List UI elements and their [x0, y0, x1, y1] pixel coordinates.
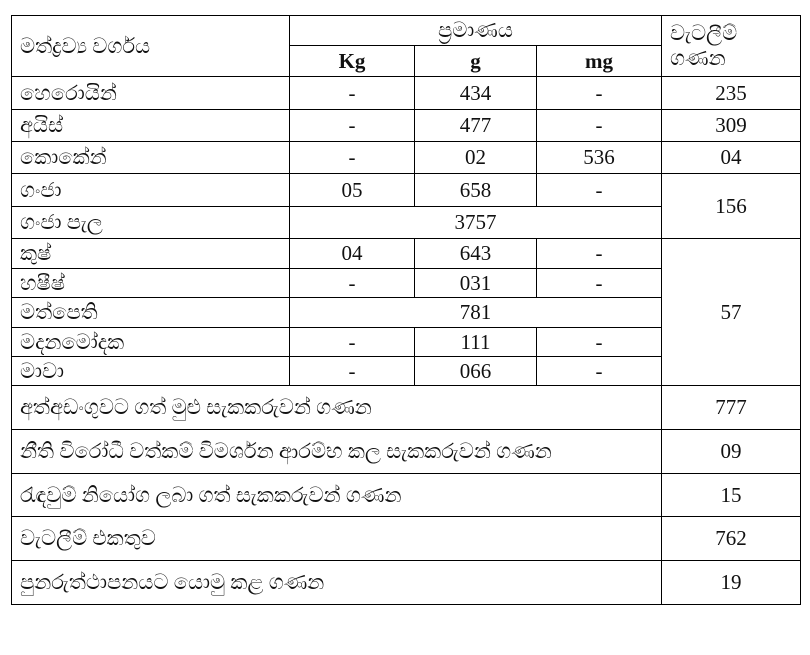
mg-cell: 536	[537, 142, 662, 174]
kg-cell: -	[290, 328, 415, 357]
summary-row	[12, 386, 801, 430]
table-row	[12, 239, 801, 269]
unit-mg-header: mg	[537, 46, 662, 77]
summary-label: වැටලීම් එකතුව	[12, 517, 662, 561]
quantity-header: ප්‍රමාණය	[290, 16, 662, 46]
kg-cell: -	[290, 269, 415, 298]
summary-value: 15	[662, 474, 801, 517]
table-row	[12, 142, 801, 174]
drug-name: මදනමෝදක	[12, 328, 290, 357]
unit-kg-header: Kg	[290, 46, 415, 77]
table-row	[12, 174, 801, 207]
g-cell: 643	[415, 239, 537, 269]
drug-name: කොකේන්	[12, 142, 290, 174]
summary-label: අත්අඩංගුවට ගත් මුළු සැකකරුවන් ගණන	[12, 386, 662, 430]
raids-cell: 309	[662, 110, 801, 142]
summary-label: රැඳවුම් නියෝග ලබා ගත් සැකකරුවන් ගණන	[12, 474, 662, 517]
mg-cell: -	[537, 110, 662, 142]
summary-row	[12, 474, 801, 517]
header-row-top	[12, 16, 801, 46]
raids-cell: 04	[662, 142, 801, 174]
kg-cell: -	[290, 77, 415, 110]
raids-cell-ganja-group: 156	[662, 174, 801, 239]
drug-name: ගංජා	[12, 174, 290, 207]
quantity-merged-cell: 781	[290, 298, 662, 328]
summary-label: නීති විරෝධී වත්කම් විමර්ශන ආරම්භ කල සැකකරුවන් ගණන	[12, 430, 662, 474]
mg-cell: -	[537, 77, 662, 110]
g-cell: 111	[415, 328, 537, 357]
quantity-merged-cell: 3757	[290, 207, 662, 239]
mg-cell: -	[537, 269, 662, 298]
drug-name: මාවා	[12, 357, 290, 386]
drug-name: අයිස්	[12, 110, 290, 142]
drug-seizure-table	[11, 15, 801, 605]
g-cell: 477	[415, 110, 537, 142]
drug-name: හෙරොයින්	[12, 77, 290, 110]
raids-cell: 235	[662, 77, 801, 110]
summary-value: 09	[662, 430, 801, 474]
g-cell: 658	[415, 174, 537, 207]
table-row	[12, 77, 801, 110]
drug-type-header: මත්ද්‍රව්‍ය වර්ගය	[12, 16, 290, 77]
raids-header: වැටලීම් ගණන	[662, 16, 801, 77]
table-row	[12, 110, 801, 142]
drug-name: හෂීෂ්	[12, 269, 290, 298]
kg-cell: -	[290, 357, 415, 386]
g-cell: 02	[415, 142, 537, 174]
g-cell: 066	[415, 357, 537, 386]
unit-g-header: g	[415, 46, 537, 77]
mg-cell: -	[537, 174, 662, 207]
drug-name: කුෂ්	[12, 239, 290, 269]
kg-cell: 05	[290, 174, 415, 207]
mg-cell: -	[537, 239, 662, 269]
drug-name: මත්පෙති	[12, 298, 290, 328]
kg-cell: -	[290, 142, 415, 174]
kg-cell: 04	[290, 239, 415, 269]
summary-value: 19	[662, 561, 801, 605]
kg-cell: -	[290, 110, 415, 142]
summary-row	[12, 430, 801, 474]
mg-cell: -	[537, 328, 662, 357]
raids-cell-kush-group: 57	[662, 239, 801, 386]
g-cell: 031	[415, 269, 537, 298]
summary-value: 777	[662, 386, 801, 430]
summary-row	[12, 561, 801, 605]
summary-value: 762	[662, 517, 801, 561]
summary-label: පුනරුත්ථාපනයට යොමු කළ ගණන	[12, 561, 662, 605]
mg-cell: -	[537, 357, 662, 386]
drug-name: ගංජා පැල	[12, 207, 290, 239]
summary-row	[12, 517, 801, 561]
g-cell: 434	[415, 77, 537, 110]
